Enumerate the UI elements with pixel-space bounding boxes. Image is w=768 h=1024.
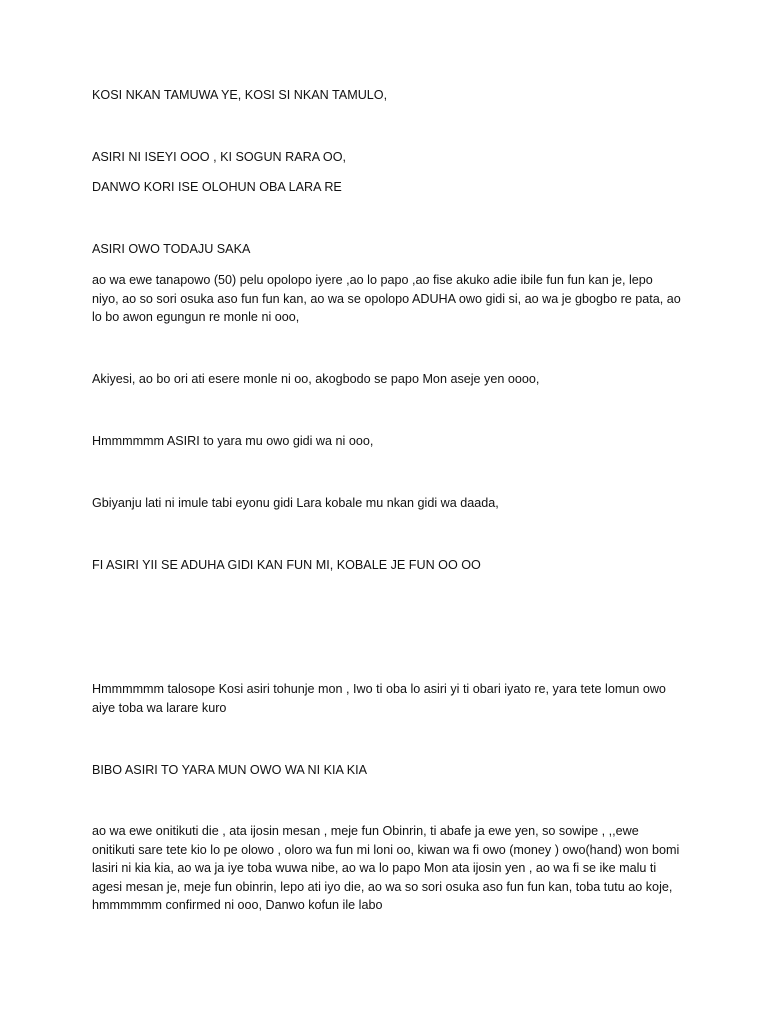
paragraph-request: FI ASIRI YII SE ADUHA GIDI KAN FUN MI, KOBALE JE FUN OO OO	[92, 558, 481, 572]
paragraph-recipe-1: ao wa ewe tanapowo (50) pelu opolopo iyere ,ao lo papo ,ao fise akuko adie ibile fun fun kan je, lepo niyo, ao so sori osuka aso fun fun kan, ao wa se opolopo ADUHA owo gidi si, ao wa je gbogbo re pata, ao lo bo awon egungun re monle ni ooo,	[92, 273, 681, 325]
section-title-asiri-owo: ASIRI OWO TODAJU SAKA	[92, 242, 251, 256]
paragraph-hmm-2: Hmmmmmm talosope Kosi asiri tohunje mon , Iwo ti oba lo asiri yi ti obari iyato re, yara tete lomun owo aiye toba wa larare kuro	[92, 682, 666, 715]
paragraph-advice: Gbiyanju lati ni imule tabi eyonu gidi Lara kobale mu nkan gidi wa daada,	[92, 496, 499, 510]
paragraph-note: Akiyesi, ao bo ori ati esere monle ni oo, akogbodo se papo Mon aseje yen oooo,	[92, 372, 540, 386]
paragraph-recipe-2: ao wa ewe onitikuti die , ata ijosin mesan , meje fun Obinrin, ti abafe ja ewe yen, so sowipe , ,,ewe onitikuti sare tete kio lo pe olowo , oloro wa fun mi loni oo, kiwan wa fi owo (money ) owo(hand) won bomi lasiri ni kia kia, ao wa ja iye toba wuwa nibe, ao wa lo papo Mon ata ijosin yen , ao wa fi se ike malu ti agesi mesan je, meje fun obinrin, lepo ati iyo die, ao wa so sori osuka aso fun fun kan, toba tutu ao koje, hmmmmmm confirmed ni ooo, Danwo kofun ile labo	[92, 824, 680, 913]
paragraph-heading-1: KOSI NKAN TAMUWA YE, KOSI SI NKAN TAMULO,	[92, 88, 388, 102]
paragraph-hmm-1: Hmmmmmm ASIRI to yara mu owo gidi wa ni ooo,	[92, 434, 374, 448]
section-title-bibo-asiri: BIBO ASIRI TO YARA MUN OWO WA NI KIA KIA	[92, 763, 368, 777]
paragraph-heading-3: DANWO KORI ISE OLOHUN OBA LARA RE	[92, 180, 342, 194]
paragraph-heading-2: ASIRI NI ISEYI OOO , KI SOGUN RARA OO,	[92, 150, 347, 164]
